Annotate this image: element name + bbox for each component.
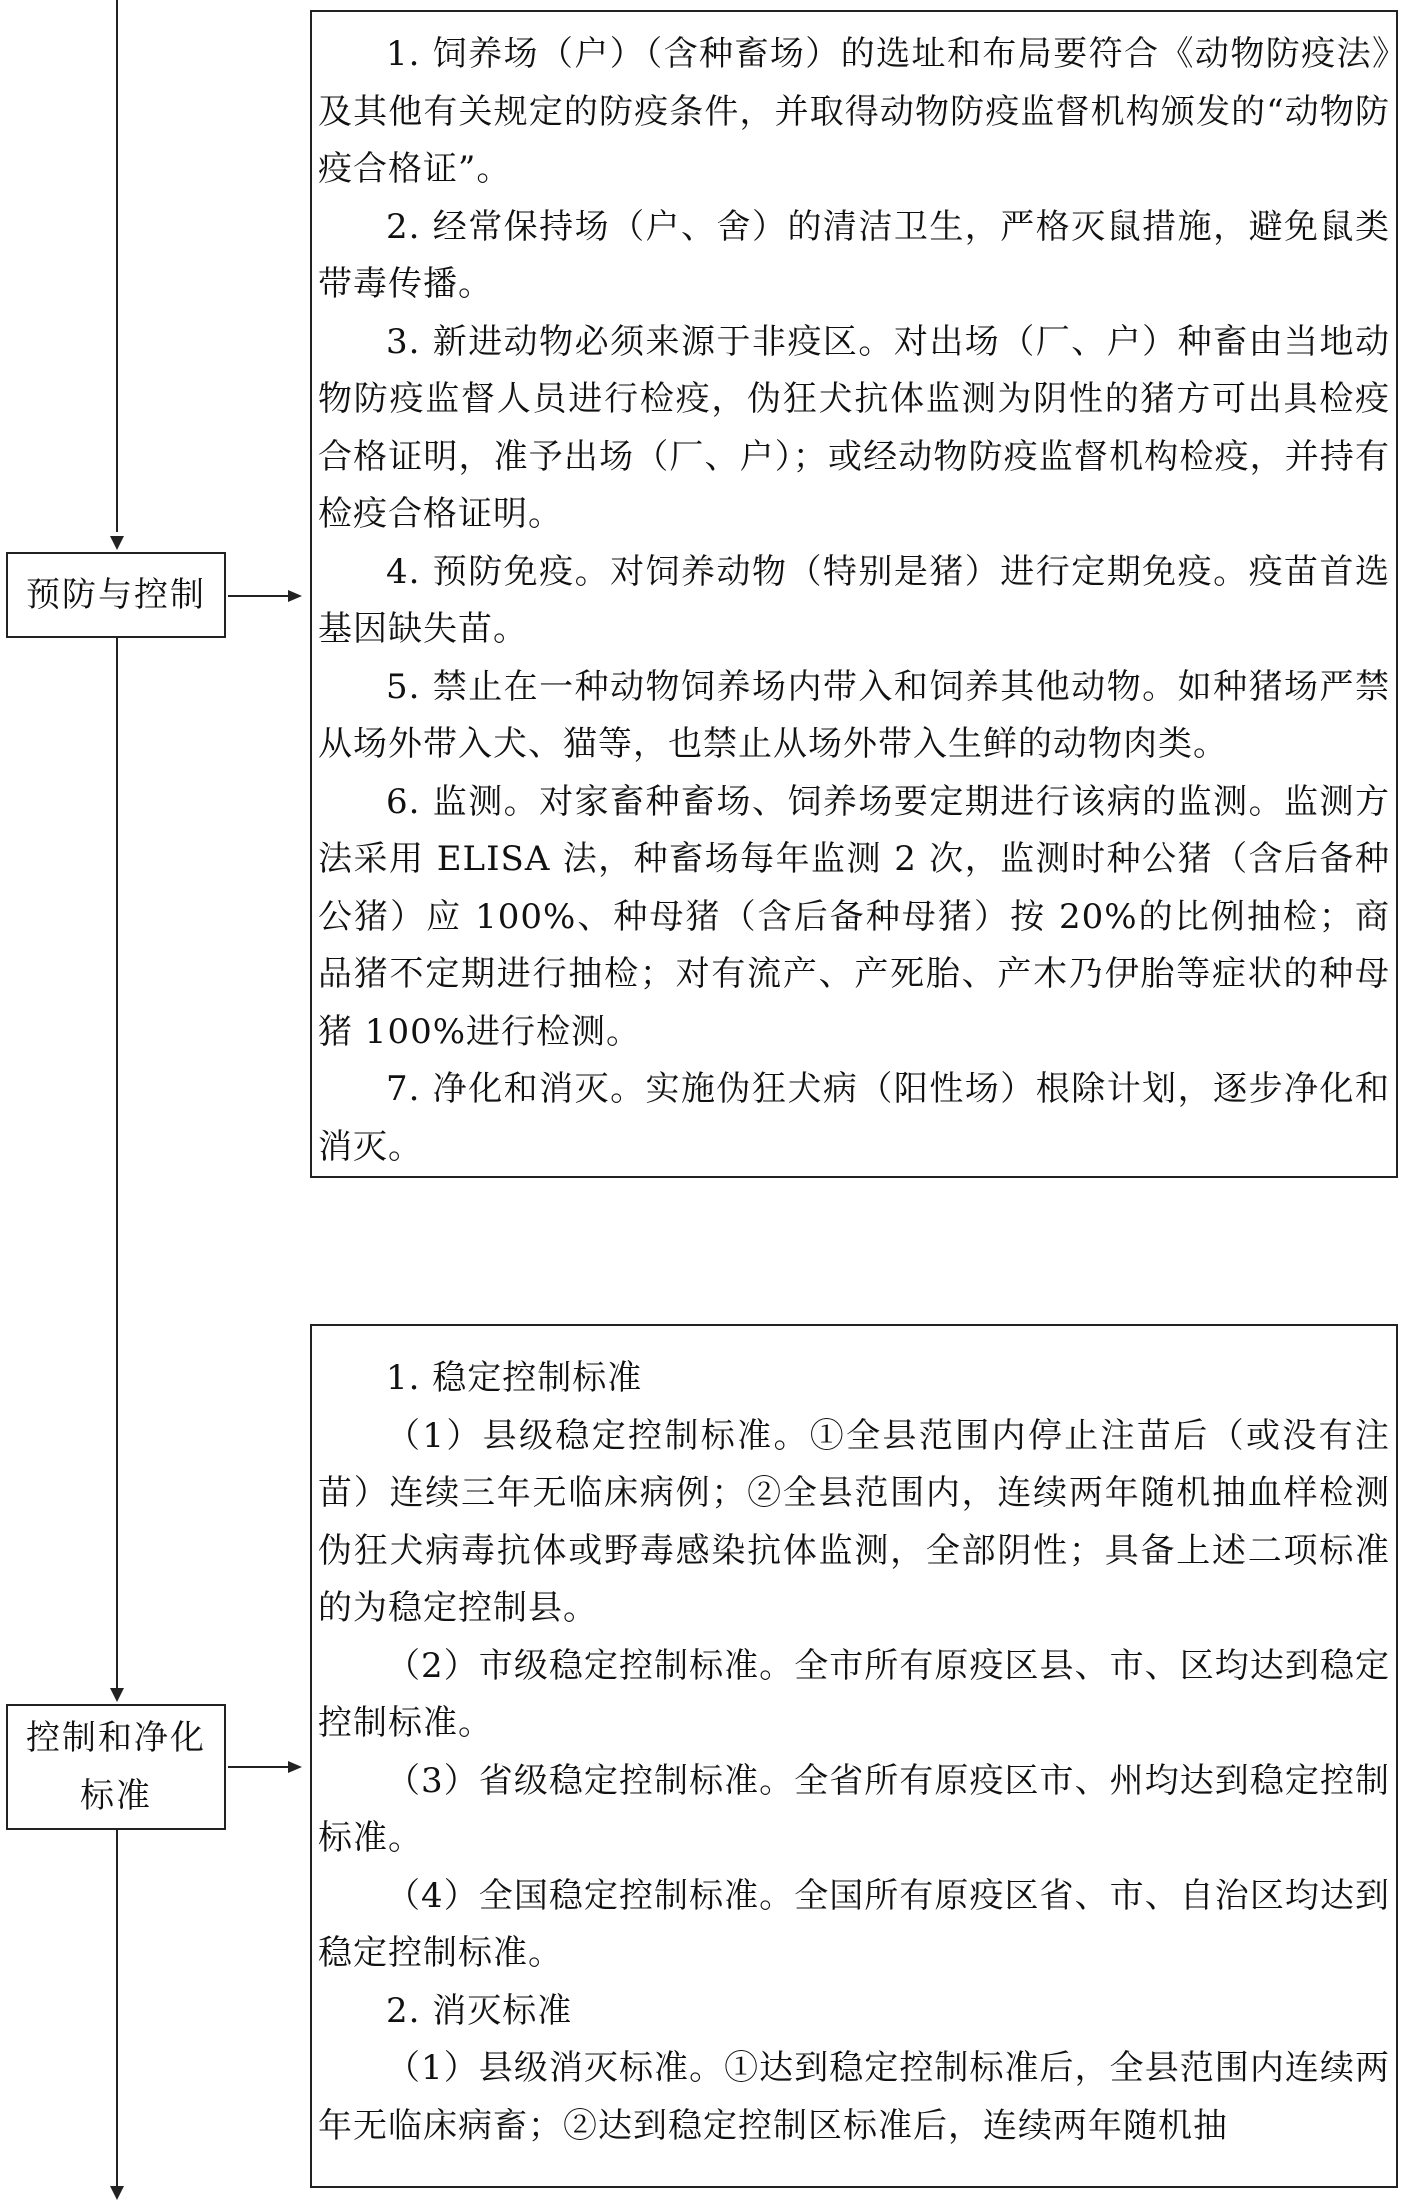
connector-prevention bbox=[228, 595, 290, 597]
measure-item: 6. 监测。对家畜种畜场、饲养场要定期进行该病的监测。监测方法采用 ELISA 法，种畜场每年监测 2 次，监测时种公猪（含后备种公猪）应 100%、种母猪（含后备种母猪）按 20%的比例抽检；商品猪不定期进行抽检；对有流产、产死胎、产木乃伊胎等症状的种母猪 100%进行检测。 bbox=[318, 781, 1390, 1052]
measure-item: 5. 禁止在一种动物饲养场内带入和饲养其他动物。如种猪场严禁从场外带入犬、猫等，也禁止从场外带入生鲜的动物肉类。 bbox=[318, 666, 1390, 764]
standard-item: （4）全国稳定控制标准。全国所有原疫区省、市、自治区均达到稳定控制标准。 bbox=[318, 1875, 1390, 1973]
flow-arrow-to-prevention bbox=[110, 536, 124, 550]
measure-item: 3. 新进动物必须来源于非疫区。对出场（厂、户）种畜由当地动物防疫监督人员进行检疫，伪狂犬抗体监测为阴性的猪方可出具检疫合格证明，准予出场（厂、户）；或经动物防疫监督机构检疫，并持有检疫合格证明。 bbox=[318, 321, 1390, 534]
arrow-to-standards-box bbox=[288, 1761, 302, 1773]
node-standards-label-line1: 控制和净化 bbox=[26, 1718, 206, 1758]
arrow-to-prevention-box bbox=[288, 590, 302, 602]
node-prevention-label: 预防与控制 bbox=[26, 575, 206, 615]
standard-item: （1）县级消灭标准。①达到稳定控制标准后，全县范围内连续两年无临床病畜；②达到稳定控制区标准后，连续两年随机抽 bbox=[318, 2048, 1390, 2146]
measure-item: 7. 净化和消灭。实施伪狂犬病（阳性场）根除计划，逐步净化和消灭。 bbox=[318, 1069, 1390, 1167]
standard-item: （3）省级稳定控制标准。全省所有原疫区市、州均达到稳定控制标准。 bbox=[318, 1760, 1390, 1858]
standard-item: （2）市级稳定控制标准。全市所有原疫区县、市、区均达到稳定控制标准。 bbox=[318, 1645, 1390, 1743]
flow-line-middle bbox=[116, 638, 118, 1689]
node-standards-label-line2: 标准 bbox=[80, 1776, 152, 1816]
measure-item: 1. 饲养场（户）（含种畜场）的选址和布局要符合《动物防疫法》及其他有关规定的防疫条件，并取得动物防疫监督机构颁发的“动物防疫合格证”。 bbox=[318, 34, 1390, 189]
standard-item: 2. 消灭标准 bbox=[386, 1990, 573, 2031]
measure-item: 2. 经常保持场（户、舍）的清洁卫生，严格灭鼠措施，避免鼠类带毒传播。 bbox=[318, 206, 1390, 304]
node-control-standards bbox=[6, 1704, 226, 1830]
measure-item: 4. 预防免疫。对饲养动物（特别是猪）进行定期免疫。疫苗首选基因缺失苗。 bbox=[318, 551, 1390, 649]
node-prevention-control bbox=[6, 552, 226, 638]
standard-item: 1. 稳定控制标准 bbox=[386, 1358, 643, 1398]
standards-box bbox=[310, 1324, 1398, 2188]
flow-arrow-continue bbox=[110, 2186, 124, 2200]
flow-line-bottom bbox=[116, 1830, 118, 2186]
flow-arrow-to-standards bbox=[110, 1688, 124, 1702]
flow-line-top bbox=[116, 0, 118, 532]
connector-standards bbox=[228, 1766, 290, 1768]
standard-item: （1）县级稳定控制标准。①全县范围内停止注苗后（或没有注苗）连续三年无临床病例；②全县范围内，连续两年随机抽血样检测伪狂犬病毒抗体或野毒感染抗体监测，全部阴性；具备上述二项标准的为稳定控制县。 bbox=[318, 1415, 1390, 1628]
prevention-measures-box bbox=[310, 10, 1398, 1178]
